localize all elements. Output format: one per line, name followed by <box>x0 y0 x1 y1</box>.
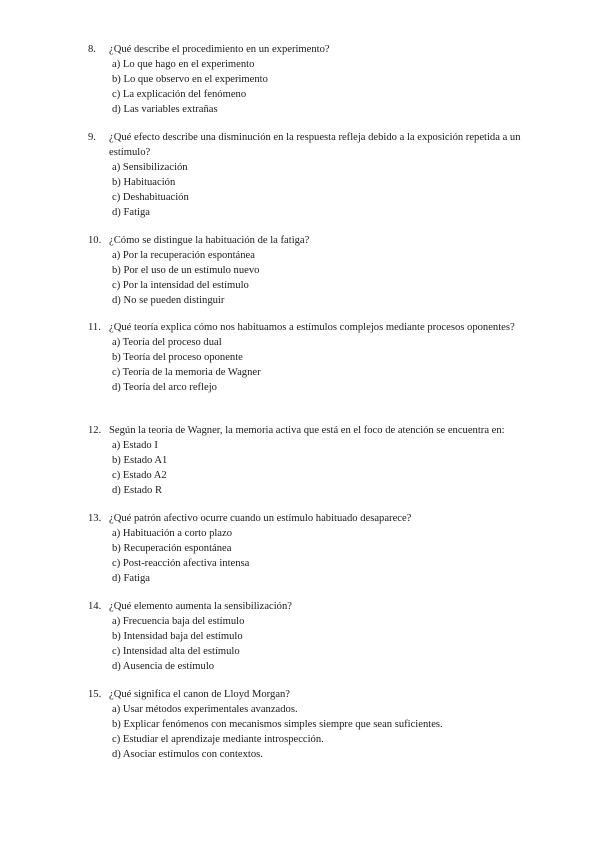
question-13 <box>88 511 528 586</box>
options-list <box>88 526 528 586</box>
question-number: 9. <box>88 132 96 143</box>
question-stem <box>88 233 528 248</box>
option-d: d) Ausencia de estímulo <box>112 661 215 672</box>
question-text: ¿Qué teoría explica cómo nos habituamos a estímulos complejos mediante procesos oponentes? <box>109 322 515 333</box>
option-c: c) Teoría de la memoria de Wagner <box>112 367 261 378</box>
question-number: 12. <box>88 425 102 436</box>
option-c: c) Estudiar el aprendizaje mediante introspección. <box>112 734 324 745</box>
question-14 <box>88 599 528 674</box>
option-c: c) Intensidad alta del estímulo <box>112 646 240 657</box>
options-list <box>88 702 528 762</box>
option-b: b) Recuperación espontánea <box>112 543 232 554</box>
question-text: ¿Qué significa el canon de Lloyd Morgan? <box>109 689 291 700</box>
question-stem <box>88 599 528 614</box>
question-number: 13. <box>88 513 102 524</box>
question-11 <box>88 320 528 395</box>
options-list <box>88 614 528 674</box>
option-a: a) Habituación a corto plazo <box>112 528 233 539</box>
question-number: 15. <box>88 689 102 700</box>
question-stem <box>88 511 528 526</box>
question-number: 11. <box>88 322 101 333</box>
options-list <box>88 335 528 395</box>
question-text: ¿Qué patrón afectivo ocurre cuando un estímulo habituado desaparece? <box>109 513 412 524</box>
option-a: a) Sensibilización <box>112 162 188 173</box>
question-15 <box>88 687 528 762</box>
option-b: b) Por el uso de un estímulo nuevo <box>112 265 260 276</box>
option-c: c) La explicación del fenómeno <box>112 89 247 100</box>
option-d: d) No se pueden distinguir <box>112 295 225 306</box>
options-list <box>88 57 528 117</box>
option-b: b) Teoría del proceso oponente <box>112 352 243 363</box>
option-d: d) Fatiga <box>112 573 150 584</box>
question-9 <box>88 130 528 220</box>
option-b: b) Estado A1 <box>112 455 168 466</box>
question-text: Según la teoría de Wagner, la memoria activa que está en el foco de atención se encuentra en: <box>109 425 505 436</box>
question-stem <box>88 423 528 438</box>
option-b: b) Explicar fenómenos con mecanismos simples siempre que sean suficientes. <box>112 719 443 730</box>
option-a: a) Lo que hago en el experimento <box>112 59 255 70</box>
question-12 <box>88 423 528 498</box>
options-list <box>88 160 528 220</box>
option-a: a) Estado I <box>112 440 158 451</box>
question-number: 10. <box>88 235 102 246</box>
question-8 <box>88 42 528 117</box>
option-c: c) Por la intensidad del estímulo <box>112 280 249 291</box>
option-d: d) Teoría del arco reflejo <box>112 382 217 393</box>
option-a: a) Teoría del proceso dual <box>112 337 222 348</box>
option-d: d) Estado R <box>112 485 163 496</box>
question-number: 14. <box>88 601 102 612</box>
question-10 <box>88 233 528 308</box>
question-text: ¿Qué describe el procedimiento en un experimento? <box>109 44 330 55</box>
question-stem <box>88 130 528 160</box>
option-b: b) Lo que observo en el experimento <box>112 74 268 85</box>
option-a: a) Por la recuperación espontánea <box>112 250 255 261</box>
option-d: d) Asociar estímulos con contextos. <box>112 749 263 760</box>
options-list <box>88 438 528 498</box>
option-d: d) Fatiga <box>112 207 150 218</box>
question-stem <box>88 320 528 335</box>
option-c: c) Deshabituación <box>112 192 189 203</box>
option-a: a) Usar métodos experimentales avanzados. <box>112 704 298 715</box>
question-stem <box>88 42 528 57</box>
option-a: a) Frecuencia baja del estímulo <box>112 616 245 627</box>
option-c: c) Post-reacción afectiva intensa <box>112 558 250 569</box>
question-text: ¿Cómo se distingue la habituación de la fatiga? <box>109 235 310 246</box>
options-list <box>88 248 528 308</box>
question-stem <box>88 687 528 702</box>
option-b: b) Intensidad baja del estímulo <box>112 631 243 642</box>
option-b: b) Habituación <box>112 177 176 188</box>
question-number: 8. <box>88 44 96 55</box>
option-c: c) Estado A2 <box>112 470 167 481</box>
question-text: ¿Qué elemento aumenta la sensibilización? <box>109 601 292 612</box>
option-d: d) Las variables extrañas <box>112 104 218 115</box>
question-text: ¿Qué efecto describe una disminución en la respuesta refleja debido a la exposición repetida a un estímulo? <box>109 132 521 158</box>
